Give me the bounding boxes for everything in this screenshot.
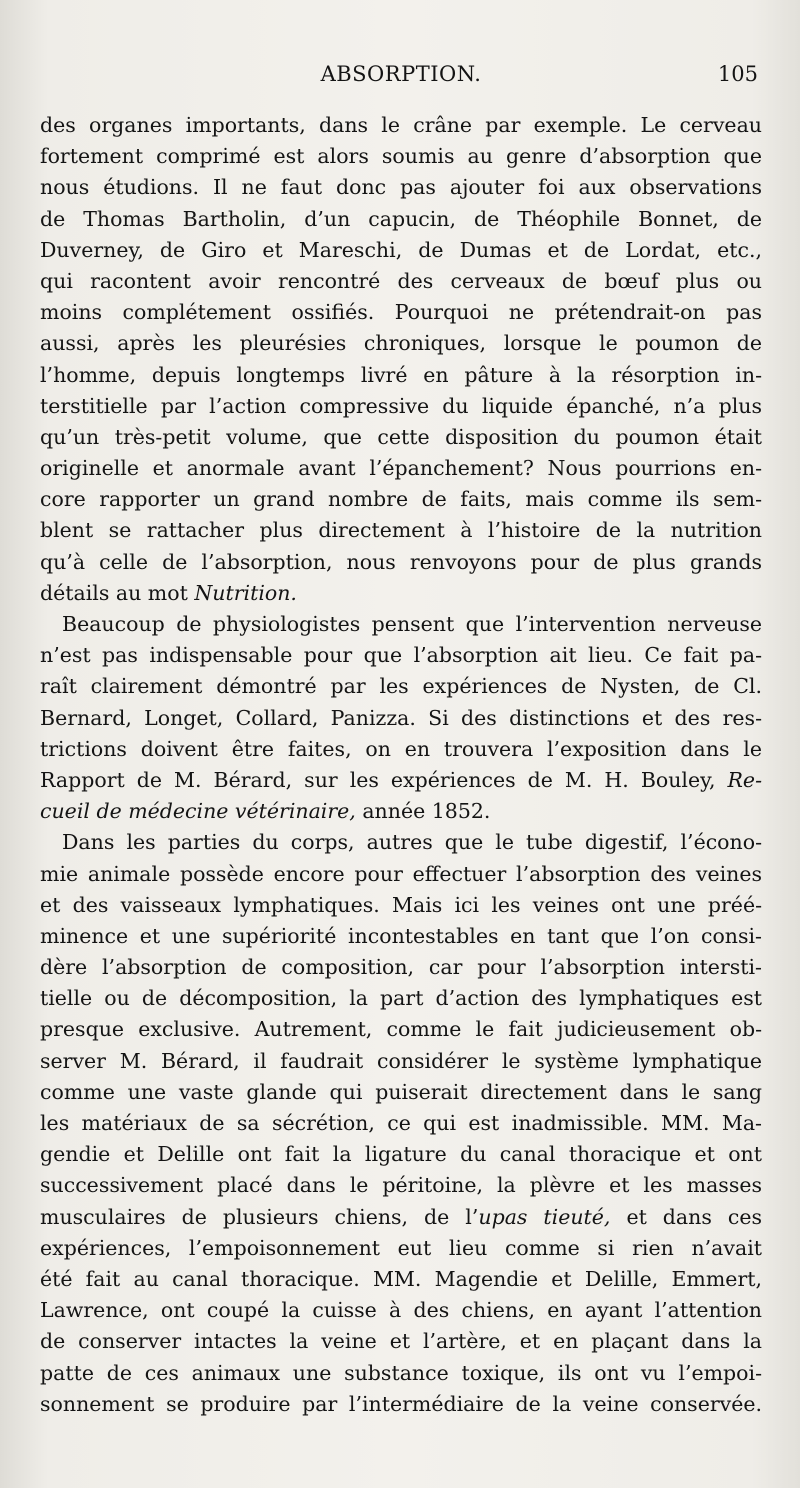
text-span: et dans ces	[610, 1204, 762, 1229]
body-text	[40, 110, 762, 1420]
text-line: core rapporter un grand nombre de faits, mais comme ils sem-	[40, 487, 762, 512]
text-span: année 1852.	[355, 799, 491, 824]
italic-text: cueil de médecine vétérinaire,	[40, 799, 356, 824]
text-line: fortement comprimé est alors soumis au genre d’absorption que	[40, 144, 762, 169]
italic-text: Re-	[727, 767, 762, 792]
text-line: de conserver intactes la veine et l’artère, et en plaçant dans la	[40, 1329, 762, 1354]
text-line: n’est pas indispensable pour que l’absorption ait lieu. Ce fait pa-	[40, 643, 762, 668]
text-span: détails au mot	[40, 580, 195, 605]
text-line: qu’à celle de l’absorption, nous renvoyons pour de plus grands	[40, 549, 762, 574]
text-line: presque exclusive. Autrement, comme le fait judicieusement ob-	[40, 1017, 762, 1042]
text-line: moins complétement ossifiés. Pourquoi ne prétendrait-on pas	[40, 300, 762, 325]
text-line: été fait au canal thoracique. MM. Magendie et Delille, Emmert,	[40, 1266, 762, 1291]
text-line: expériences, l’empoisonnement eut lieu comme si rien n’avait	[40, 1235, 762, 1260]
text-span: Rapport de M. Bérard, sur les expériences de M. H. Bouley,	[40, 767, 728, 792]
text-line: de Thomas Bartholin, d’un capucin, de Théophile Bonnet, de	[40, 206, 762, 231]
paragraph-1	[40, 110, 762, 609]
text-line	[40, 765, 762, 796]
text-line: sonnement se produire par l’intermédiaire de la veine conservée.	[40, 1391, 762, 1416]
text-line: nous étudions. Il ne faut donc pas ajouter foi aux observations	[40, 175, 762, 200]
text-line: trictions doivent être faites, on en trouvera l’exposition dans le	[40, 736, 762, 761]
text-line: Dans les parties du corps, autres que le tube digestif, l’écono-	[62, 830, 762, 855]
text-line: blent se rattacher plus directement à l’histoire de la nutrition	[40, 518, 762, 543]
paragraph-3	[40, 827, 762, 1420]
text-line: raît clairement démontré par les expériences de Nysten, de Cl.	[40, 674, 762, 699]
running-title: ABSORPTION.	[320, 62, 482, 86]
text-line: tielle ou de décomposition, la part d’action des lymphatiques est	[40, 986, 762, 1011]
text-line: Duverney, de Giro et Mareschi, de Dumas et de Lordat, etc.,	[40, 237, 762, 262]
text-line: l’homme, depuis longtemps livré en pâture à la résorption in-	[40, 362, 762, 387]
text-line	[40, 578, 762, 609]
text-line: Beaucoup de physiologistes pensent que l’intervention nerveuse	[62, 612, 762, 636]
text-line: qu’un très-petit volume, que cette disposition du poumon était	[40, 424, 762, 449]
text-line: Bernard, Longet, Collard, Panizza. Si des distinctions et des res-	[40, 705, 762, 730]
text-line: successivement placé dans le péritoine, la plèvre et les masses	[40, 1173, 762, 1198]
text-line	[40, 796, 762, 827]
italic-text: upas tieuté,	[478, 1204, 611, 1229]
text-line: minence et une supériorité incontestables en tant que l’on consi-	[40, 923, 762, 948]
page-number: 105	[717, 62, 758, 86]
text-line: patte de ces animaux une substance toxique, ils ont vu l’empoi-	[40, 1360, 762, 1385]
text-line: aussi, après les pleurésies chroniques, lorsque le poumon de	[40, 331, 762, 356]
text-line: et des vaisseaux lymphatiques. Mais ici les veines ont une préé-	[40, 892, 762, 917]
text-line: gendie et Delille ont fait la ligature du canal thoracique et ont	[40, 1142, 762, 1167]
text-line: les matériaux de sa sécrétion, ce qui est inadmissible. MM. Ma-	[40, 1111, 762, 1135]
text-line: mie animale possède encore pour effectuer l’absorption des veines	[40, 861, 762, 886]
text-line: des organes importants, dans le crâne par exemple. Le cerveau	[40, 113, 762, 137]
italic-text: Nutrition.	[194, 580, 297, 605]
text-line: Lawrence, ont coupé la cuisse à des chiens, en ayant l’attention	[40, 1298, 762, 1323]
paragraph-2	[40, 609, 762, 827]
text-line: terstitielle par l’action compressive du liquide épanché, n’a plus	[40, 393, 762, 418]
text-line: originelle et anormale avant l’épanchement? Nous pourrions en-	[40, 456, 762, 481]
text-line: server M. Bérard, il faudrait considérer le système lymphatique	[40, 1048, 762, 1073]
text-line: qui racontent avoir rencontré des cerveaux de bœuf plus ou	[40, 268, 762, 293]
page-header	[40, 58, 762, 92]
text-line	[40, 1202, 762, 1233]
text-line: dère l’absorption de composition, car pour l’absorption intersti-	[40, 955, 762, 980]
text-line: comme une vaste glande qui puiserait directement dans le sang	[40, 1079, 762, 1104]
text-span: musculaires de plusieurs chiens, de l’	[40, 1204, 479, 1229]
